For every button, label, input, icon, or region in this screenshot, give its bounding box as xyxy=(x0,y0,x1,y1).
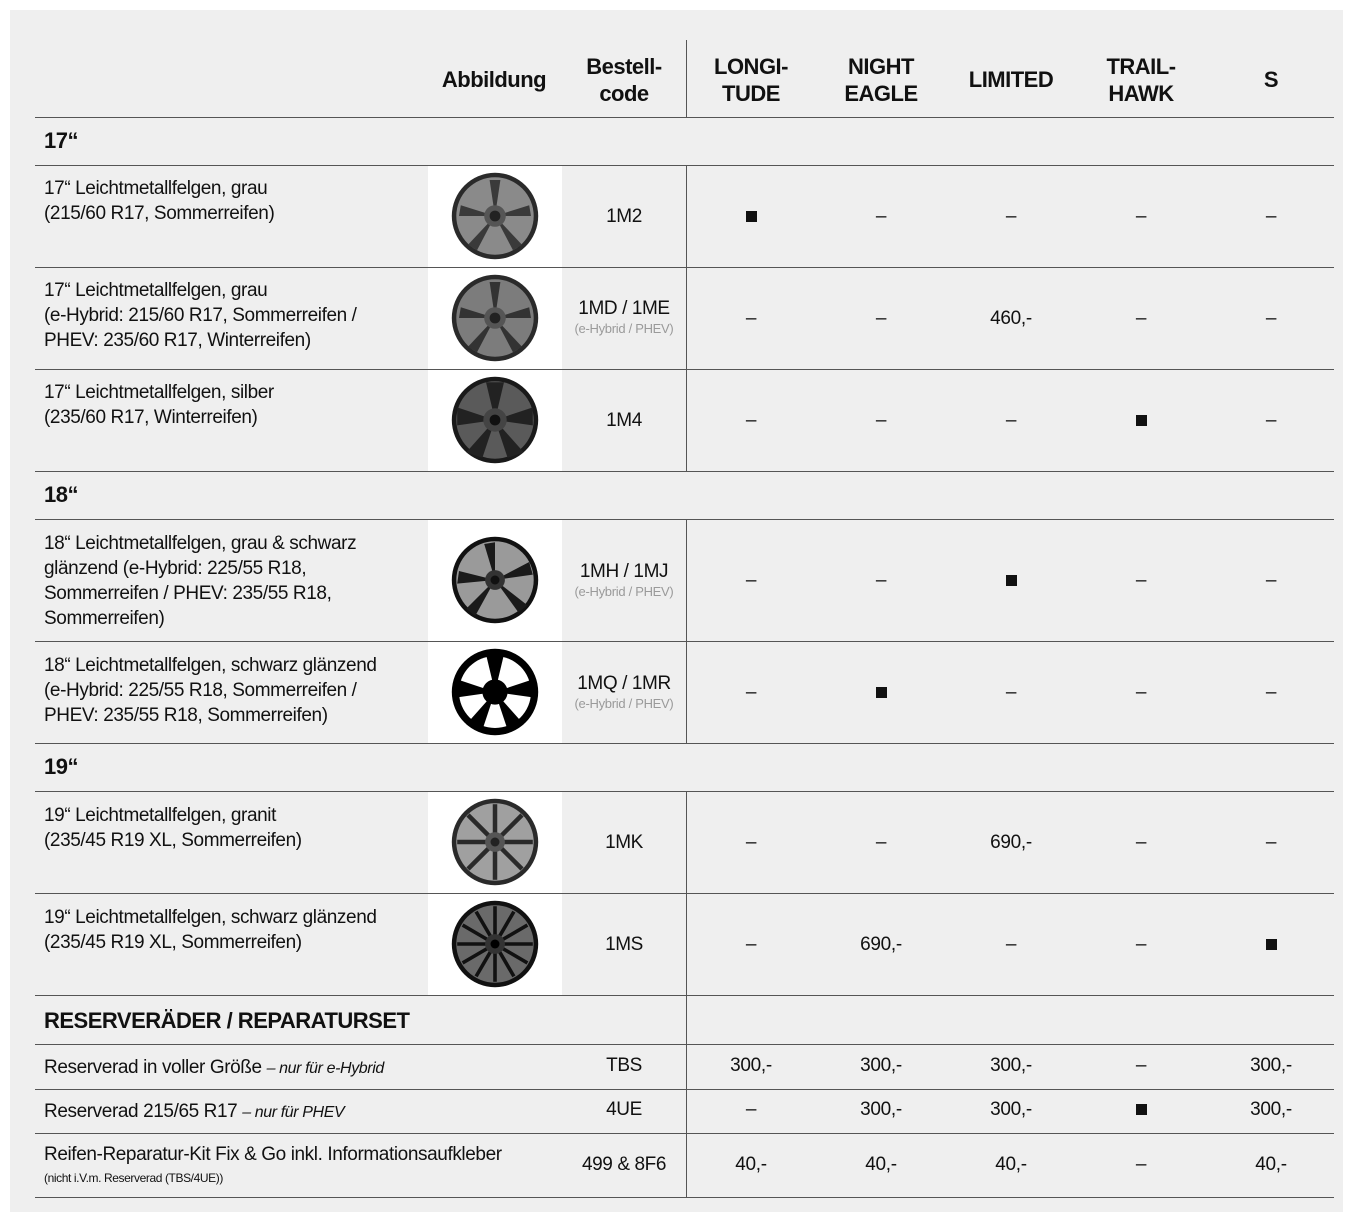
order-code xyxy=(563,298,685,336)
trim-cell-longitude: – xyxy=(745,934,757,955)
order-code-note: (e-Hybrid / PHEV) xyxy=(574,696,674,711)
trim-cell-night-eagle xyxy=(816,682,946,704)
trim-cell-limited: – xyxy=(1005,410,1017,431)
trim-cell-longitude: – xyxy=(745,570,757,591)
trim-cell-s: 40,- xyxy=(1255,1154,1287,1175)
wheel-image-cell xyxy=(428,642,562,743)
trim-cell-s: – xyxy=(1265,308,1277,329)
spare-row-description xyxy=(44,1099,344,1125)
order-code-value: 1MQ / 1MR xyxy=(577,673,671,694)
row-description-line: (e-Hybrid: 225/55 R18, Sommerreifen / xyxy=(44,680,357,701)
trim-cell-trailhawk: – xyxy=(1135,206,1147,227)
trim-cell-s: 300,- xyxy=(1250,1099,1292,1120)
spare-row-note: – nur für PHEV xyxy=(242,1104,345,1121)
trim-cell-limited xyxy=(946,570,1076,592)
grey-split-spoke-wheel-icon xyxy=(450,171,540,261)
header-longitude xyxy=(690,53,812,107)
order-code-value: 1MH / 1MJ xyxy=(579,561,669,582)
header-bestellcode xyxy=(566,53,682,107)
order-code-value: 1M2 xyxy=(606,206,642,227)
row-description-line: (215/60 R17, Sommerreifen) xyxy=(44,203,275,224)
spare-row-description xyxy=(44,1144,502,1189)
black-gloss-wheel-icon xyxy=(450,647,540,737)
divider xyxy=(35,1133,1334,1134)
trim-cell-night-eagle: – xyxy=(875,410,887,431)
order-code-value: 499 & 8F6 xyxy=(581,1154,667,1175)
column-divider-18 xyxy=(686,519,687,743)
trim-cell-trailhawk: – xyxy=(1135,308,1147,329)
divider xyxy=(35,519,1334,520)
spare-row-footnote: (nicht i.V.m. Reserverad (TBS/4UE)) xyxy=(44,1171,223,1185)
trim-cell-s: – xyxy=(1265,682,1277,703)
trim-cell-night-eagle: – xyxy=(875,570,887,591)
dark-five-spoke-wheel-icon xyxy=(450,375,540,465)
standard-equipment-marker xyxy=(876,687,887,698)
trim-cell-s: – xyxy=(1265,832,1277,853)
row-description-line: Sommerreifen) xyxy=(44,608,165,629)
trim-cell-s: 300,- xyxy=(1250,1055,1292,1076)
trim-cell-trailhawk xyxy=(1076,410,1206,432)
row-description xyxy=(44,803,302,853)
trim-cell-s: – xyxy=(1265,206,1277,227)
trim-cell-longitude: 40,- xyxy=(735,1154,767,1175)
standard-equipment-marker xyxy=(746,211,757,222)
row-description-line: 17“ Leichtmetallfelgen, silber xyxy=(44,382,274,403)
divider xyxy=(35,743,1334,744)
trim-cell-night-eagle: 40,- xyxy=(865,1154,897,1175)
row-description-line: 19“ Leichtmetallfelgen, schwarz glänzend xyxy=(44,907,377,928)
row-description-line: (e-Hybrid: 215/60 R17, Sommerreifen / xyxy=(44,305,357,326)
trim-cell-s: – xyxy=(1265,570,1277,591)
row-description-line: (235/45 R19 XL, Sommerreifen) xyxy=(44,830,302,851)
header-night-eagle-line2: EAGLE xyxy=(844,81,918,106)
wheel-image-cell xyxy=(428,894,562,995)
order-code-value: 4UE xyxy=(606,1099,642,1120)
order-code xyxy=(563,206,685,228)
group-title-17: 17“ xyxy=(44,128,78,153)
trim-cell-trailhawk: – xyxy=(1135,832,1147,853)
wheel-image-cell xyxy=(428,370,562,471)
granite-multi-spoke-wheel-icon xyxy=(450,797,540,887)
wheel-image-cell xyxy=(428,792,562,893)
grey-split-spoke-wheel-icon xyxy=(450,273,540,363)
trim-cell-longitude: – xyxy=(745,832,757,853)
trim-cell-limited: – xyxy=(1005,682,1017,703)
trim-cell-limited: – xyxy=(1005,206,1017,227)
order-code-value: 1MS xyxy=(605,934,643,955)
header-trailhawk-line2: HAWK xyxy=(1108,81,1174,106)
row-description xyxy=(44,380,274,430)
standard-equipment-marker xyxy=(1266,939,1277,950)
order-code-value: 1MD / 1ME xyxy=(578,298,670,319)
header-longitude-line1: LONGI- xyxy=(714,54,788,79)
row-description-line: PHEV: 235/55 R18, Sommerreifen) xyxy=(44,705,328,726)
header-night-eagle-line1: NIGHT xyxy=(848,54,914,79)
wheel-image-cell xyxy=(428,520,562,641)
trim-cell-trailhawk: – xyxy=(1135,934,1147,955)
wheel-image-cell xyxy=(428,268,562,369)
divider xyxy=(35,1197,1334,1198)
trim-cell-trailhawk: – xyxy=(1135,1154,1147,1175)
header-trailhawk xyxy=(1080,53,1202,107)
order-code xyxy=(563,1154,685,1176)
column-divider-top xyxy=(686,40,687,117)
wheel-image-cell xyxy=(428,166,562,267)
trim-cell-limited: 300,- xyxy=(990,1099,1032,1120)
spare-row-label: Reserverad in voller Größe xyxy=(44,1057,262,1078)
order-code xyxy=(563,410,685,432)
trim-cell-limited: 300,- xyxy=(990,1055,1032,1076)
standard-equipment-marker xyxy=(1136,1104,1147,1115)
divider xyxy=(35,1089,1334,1090)
trim-cell-night-eagle: – xyxy=(875,206,887,227)
trim-cell-longitude: 300,- xyxy=(730,1055,772,1076)
divider xyxy=(35,791,1334,792)
order-code xyxy=(563,1055,685,1077)
divider xyxy=(35,267,1334,268)
order-code-value: 1MK xyxy=(605,832,643,853)
order-code-value: 1M4 xyxy=(606,410,642,431)
trim-cell-trailhawk: – xyxy=(1135,1055,1147,1076)
trim-cell-longitude: – xyxy=(745,410,757,431)
divider xyxy=(35,369,1334,370)
header-bestellcode-line1: Bestell- xyxy=(586,54,662,79)
trim-cell-limited: 40,- xyxy=(995,1154,1027,1175)
trim-cell-limited: 690,- xyxy=(990,832,1032,853)
header-trailhawk-line1: TRAIL- xyxy=(1106,54,1176,79)
trim-cell-night-eagle: – xyxy=(875,308,887,329)
trim-cell-longitude xyxy=(686,206,816,228)
row-description-line: glänzend (e-Hybrid: 225/55 R18, xyxy=(44,558,307,579)
group-title-18: 18“ xyxy=(44,482,78,507)
spare-row-note: – nur für e-Hybrid xyxy=(266,1060,384,1077)
trim-cell-night-eagle: – xyxy=(875,832,887,853)
trim-cell-trailhawk xyxy=(1076,1099,1206,1121)
order-code xyxy=(563,561,685,599)
trim-cell-longitude: – xyxy=(745,682,757,703)
header-s: S xyxy=(1263,67,1279,92)
header-longitude-line2: TUDE xyxy=(722,81,780,106)
row-description xyxy=(44,278,357,353)
header-limited: LIMITED xyxy=(968,67,1054,92)
trim-cell-s xyxy=(1206,934,1336,956)
spare-row-label: Reifen-Reparatur-Kit Fix & Go inkl. Informationsaufkleber xyxy=(44,1144,502,1165)
spare-row-description xyxy=(44,1055,384,1081)
divider xyxy=(35,995,1334,996)
trim-cell-longitude: – xyxy=(745,308,757,329)
order-code-value: TBS xyxy=(606,1055,642,1076)
black-mesh-wheel-icon xyxy=(450,899,540,989)
spare-row-label: Reserverad 215/65 R17 xyxy=(44,1101,238,1122)
order-code xyxy=(563,673,685,711)
order-code-note: (e-Hybrid / PHEV) xyxy=(574,321,674,336)
standard-equipment-marker xyxy=(1136,415,1147,426)
order-code-note: (e-Hybrid / PHEV) xyxy=(574,584,674,599)
trim-cell-night-eagle: 300,- xyxy=(860,1099,902,1120)
row-description-line: 17“ Leichtmetallfelgen, grau xyxy=(44,178,268,199)
section-title-spare: RESERVERÄDER / REPARATURSET xyxy=(44,1008,410,1033)
trim-cell-s: – xyxy=(1265,410,1277,431)
divider xyxy=(35,165,1334,166)
divider xyxy=(35,1044,1334,1045)
header-night-eagle xyxy=(820,53,942,107)
group-title-19: 19“ xyxy=(44,754,78,779)
row-description-line: PHEV: 235/60 R17, Winterreifen) xyxy=(44,330,311,351)
row-description-line: 17“ Leichtmetallfelgen, grau xyxy=(44,280,268,301)
trim-cell-limited: 460,- xyxy=(990,308,1032,329)
order-code xyxy=(563,1099,685,1121)
row-description xyxy=(44,905,377,955)
trim-cell-trailhawk: – xyxy=(1135,682,1147,703)
grey-black-wheel-icon xyxy=(450,535,540,625)
row-description-line: (235/60 R17, Winterreifen) xyxy=(44,407,258,428)
row-description-line: (235/45 R19 XL, Sommerreifen) xyxy=(44,932,302,953)
row-description-line: 19“ Leichtmetallfelgen, granit xyxy=(44,805,276,826)
divider xyxy=(35,117,1334,118)
standard-equipment-marker xyxy=(1006,575,1017,586)
row-description xyxy=(44,531,356,631)
trim-cell-night-eagle: 300,- xyxy=(860,1055,902,1076)
order-code xyxy=(563,832,685,854)
row-description-line: 18“ Leichtmetallfelgen, grau & schwarz xyxy=(44,533,357,554)
row-description xyxy=(44,653,377,728)
divider xyxy=(35,471,1334,472)
row-description-line: Sommerreifen / PHEV: 235/55 R18, xyxy=(44,583,332,604)
trim-cell-longitude: – xyxy=(745,1099,757,1120)
row-description xyxy=(44,176,274,226)
header-bestellcode-line2: code xyxy=(599,81,649,106)
header-abbildung: Abbildung xyxy=(441,67,547,92)
trim-cell-limited: – xyxy=(1005,934,1017,955)
trim-cell-trailhawk: – xyxy=(1135,570,1147,591)
row-description-line: 18“ Leichtmetallfelgen, schwarz glänzend xyxy=(44,655,377,676)
order-code xyxy=(563,934,685,956)
divider xyxy=(35,641,1334,642)
divider xyxy=(35,893,1334,894)
trim-cell-night-eagle: 690,- xyxy=(860,934,902,955)
